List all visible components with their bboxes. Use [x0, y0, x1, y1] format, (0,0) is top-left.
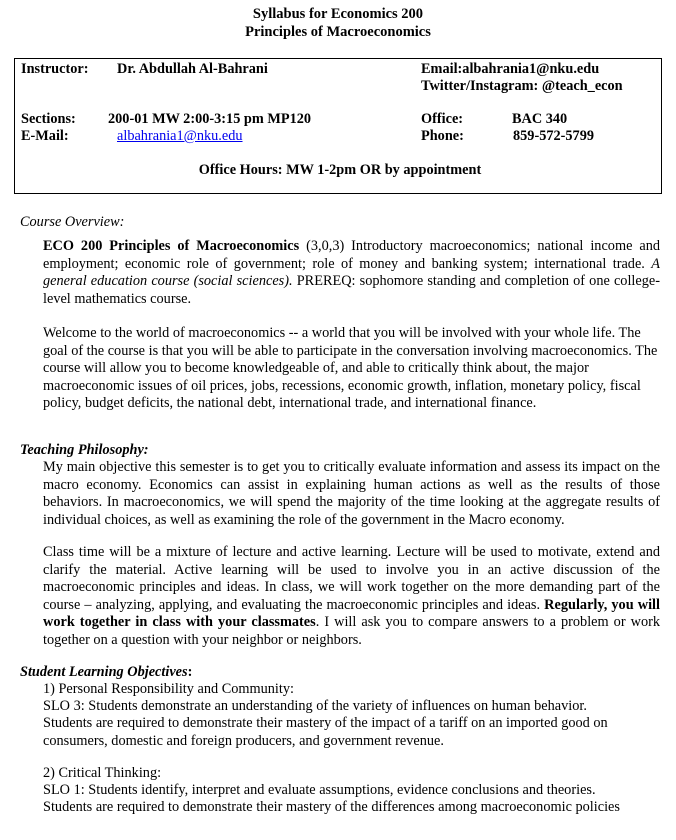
teaching-philosophy-heading: Teaching Philosophy:	[20, 442, 149, 458]
objective-2-title: 2) Critical Thinking:	[43, 765, 162, 781]
office-value: BAC 340	[512, 111, 568, 127]
instructor-name: Dr. Abdullah Al-Bahrani	[117, 61, 268, 77]
course-description	[43, 238, 660, 308]
page-subtitle: Principles of Macroeconomics	[245, 24, 431, 40]
prereq-text: PREREQ: sophomore standing and completion of one college-level mathematics course.	[43, 273, 660, 307]
phone-label: Phone:	[421, 128, 464, 144]
teaching-paragraph-1: My main objective this semester is to get you to critically evaluate information and assess its impact on the macro economy. Economics can assist in explaining human actions as well as the results of those behaviors. In macroeconomics, we will spend the majority of the time looking at the aggregate results of individual choices, as well as examining the role of the government in the Macro economy.	[43, 459, 660, 528]
objective-2-text: Students are required to demonstrate their mastery of the differences among macroeconomic policies	[43, 799, 620, 815]
office-hours: Office Hours: MW 1-2pm OR by appointment	[198, 162, 482, 178]
email-label: E-Mail:	[21, 128, 69, 144]
email-link[interactable]: albahrania1@nku.edu	[117, 128, 243, 144]
twitter-handle: Twitter/Instagram: @teach_econ	[421, 78, 623, 94]
course-overview-heading: Course Overview:	[20, 214, 125, 230]
sections-value: 200-01 MW 2:00-3:15 pm MP120	[108, 111, 312, 127]
course-name: ECO 200 Principles of Macroeconomics	[43, 238, 300, 254]
teaching-paragraph-2	[43, 544, 660, 649]
teaching-p2-text-b: . I will ask you to compare answers to a problem or work together on a question with your neighbor or neighbors.	[43, 614, 661, 648]
course-desc-text: (3,0,3) Introductory macroeconomics; national income and employment; economic role of government; role of money and banking system; international trade.	[43, 238, 660, 272]
teaching-p2-bold: Regularly, you will work together in class with your classmates	[43, 596, 660, 630]
objective-1-text: Students are required to demonstrate their mastery of the impact of a tariff on an imported good on consumers, domestic and foreign producers, and government revenue.	[43, 715, 608, 749]
objective-2-slo: SLO 1: Students identify, interpret and evaluate assumptions, evidence conclusions and theories.	[43, 782, 596, 798]
teaching-p2-text-a: Class time will be a mixture of lecture and active learning. Lecture will be used to motivate, extend and clarify the material. Active learning will be used to involve you in an active discussion of the macroeconomic principles and ideas. In class, we will work together on the more demanding part of the course – analyzing, applying, and evaluating the macroeconomic principles and ideas.	[43, 544, 660, 613]
objective-1-title: 1) Personal Responsibility and Community:	[43, 681, 294, 697]
learning-objectives-heading: Student Learning Objectives	[20, 664, 188, 680]
instructor-label: Instructor:	[21, 61, 89, 77]
email-header: Email:albahrania1@nku.edu	[421, 61, 600, 77]
objective-1-slo: SLO 3: Students demonstrate an understanding of the variety of influences on human behavior.	[43, 698, 587, 714]
welcome-paragraph: Welcome to the world of macroeconomics -- a world that you will be involved with your whole life. The goal of the course is that you will be able to participate in the conversation involving macroeconomics. The course will allow you to become knowledgeable of, and able to critically think about, the major macroeconomic issues of oil prices, jobs, recessions, economic growth, inflation, monetary policy, fiscal policy, budget deficits, the national debt, international trade, and international finance.	[43, 325, 658, 411]
phone-value: 859-572-5799	[513, 128, 595, 144]
gen-ed-note: A general education course (social sciences).	[43, 255, 660, 289]
learning-objectives-heading-wrap	[20, 664, 192, 682]
learning-objectives-colon: :	[187, 664, 193, 680]
page-title: Syllabus for Economics 200	[252, 6, 424, 22]
office-label: Office:	[421, 111, 464, 127]
sections-label: Sections:	[21, 111, 76, 127]
